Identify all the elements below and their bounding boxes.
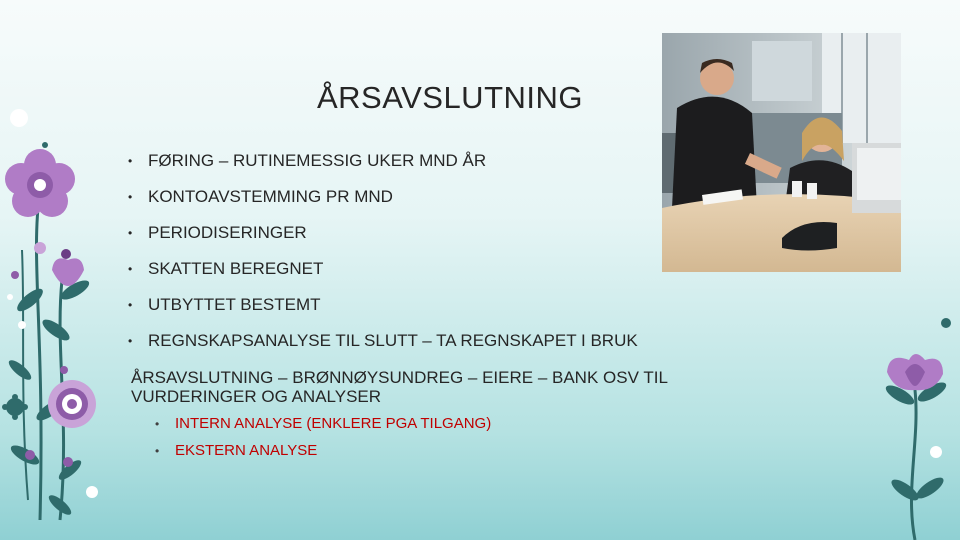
bullet-glyph: • <box>128 226 133 240</box>
sub-bullet-list <box>155 413 491 467</box>
office-photo <box>662 33 901 272</box>
bullet-glyph: • <box>128 190 133 204</box>
slide-title: ÅRSAVSLUTNING <box>316 80 584 115</box>
bullet-glyph: • <box>155 444 160 458</box>
bullet-glyph: • <box>128 262 133 276</box>
sub-bullet-text: INTERN ANALYSE (ENKLERE PGA TILGANG) <box>175 415 492 432</box>
bullet-list <box>128 148 638 364</box>
bullet-glyph: • <box>128 334 133 348</box>
bullet-text: FØRING – RUTINEMESSIG UKER MND ÅR <box>148 151 487 170</box>
bullet-text: REGNSKAPSANALYSE TIL SLUTT – TA REGNSKAPET I BRUK <box>148 331 638 350</box>
sub-bullet-item <box>155 440 491 467</box>
bullet-item <box>128 148 638 184</box>
sub-bullet-text: EKSTERN ANALYSE <box>175 442 318 459</box>
bullet-item <box>128 292 638 328</box>
bullet-glyph: • <box>128 154 133 168</box>
bullet-glyph: • <box>155 417 160 431</box>
office-photo-image <box>662 33 901 272</box>
bullet-item <box>128 184 638 220</box>
bullet-item <box>128 220 638 256</box>
bullet-item <box>128 328 638 364</box>
sub-bullet-item <box>155 413 491 440</box>
bullet-glyph: • <box>128 298 133 312</box>
bullet-item <box>128 256 638 292</box>
bullet-text: UTBYTTET BESTEMT <box>148 295 321 314</box>
bullet-text: PERIODISERINGER <box>148 223 307 242</box>
bullet-text: KONTOAVSTEMMING PR MND <box>148 187 393 206</box>
bullet-text: SKATTEN BEREGNET <box>148 259 324 278</box>
summary-paragraph: ÅRSAVSLUTNING – BRØNNØYSUNDREG – EIERE – BANK OSV TIL VURDERINGER OG ANALYSER <box>131 368 668 406</box>
